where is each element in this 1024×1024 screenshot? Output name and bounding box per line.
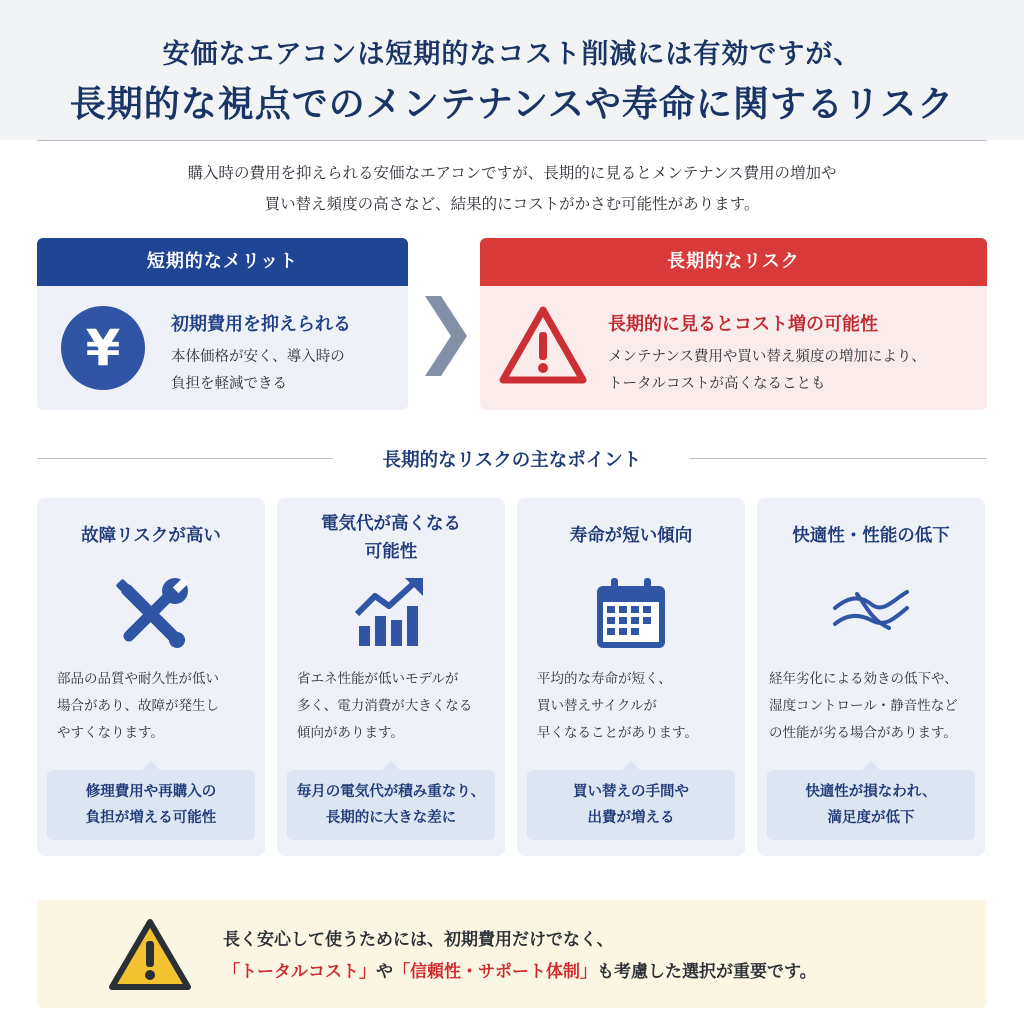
airflow-icon (831, 574, 911, 654)
title-divider (37, 140, 987, 141)
card-consequence-line: 負担が増える可能性 (85, 810, 217, 826)
card-consequence (527, 770, 735, 840)
card-body-line: 部品の品質や耐久性が低い (57, 671, 219, 687)
short-term-body-line1: 本体価格が安く、導入時の (171, 349, 345, 365)
card-consequence-line: 長期的に大きな差に (325, 810, 457, 826)
card-consequence (287, 770, 495, 840)
card-consequence-line: 快適性が損なわれ、 (805, 784, 937, 800)
card-body-line: 平均的な寿命が短く、 (537, 671, 672, 687)
risk-card-electricity (277, 498, 505, 856)
section-title: 長期的なリスクの主なポイント (382, 450, 642, 471)
highlight-reliability: 「信頼性・サポート体制」 (393, 962, 597, 982)
advice-line1: 長く安心して使うためには、初期費用だけでなく、 (223, 930, 614, 950)
chart-up-icon (351, 574, 431, 654)
arrow-right-icon (425, 296, 467, 376)
card-body-line: やすくなります。 (57, 725, 164, 741)
advice-tail: も考慮した選択が重要です。 (597, 962, 817, 982)
card-body-line: の性能が劣る場合があります。 (769, 725, 957, 741)
card-title-line1: 故障リスクが高い (81, 526, 221, 546)
card-body (769, 666, 983, 747)
card-body-line: 早くなることがあります。 (537, 725, 698, 741)
card-body (537, 666, 737, 747)
warning-icon (498, 304, 588, 386)
card-title-line1: 快適性・性能の低下 (792, 526, 950, 546)
card-body-line: 湿度コントロール・静音性など (769, 698, 958, 714)
warning-icon (107, 917, 193, 993)
long-term-body-line2: トータルコストが高くなることも (608, 376, 826, 392)
long-term-header: 長期的なリスク (480, 238, 987, 286)
short-term-merit-box (37, 238, 408, 410)
card-title (37, 522, 265, 550)
card-body-line: 場合があり、故障が発生し (57, 698, 219, 714)
advice-text (223, 924, 817, 988)
card-consequence-line: 修理費用や再購入の (85, 784, 217, 800)
card-title-line2: 可能性 (364, 542, 418, 562)
long-term-body (608, 344, 978, 398)
card-body-line: 傾向があります。 (297, 725, 404, 741)
card-consequence-line: 毎月の電気代が積み重なり、 (296, 784, 486, 800)
card-consequence-line: 買い替えの手間や (573, 784, 689, 800)
card-body (57, 666, 257, 747)
card-title-line1: 電気代が高くなる (321, 514, 461, 534)
short-term-body-line2: 負担を軽減できる (171, 376, 287, 392)
card-consequence (767, 770, 975, 840)
short-term-header: 短期的なメリット (37, 238, 408, 286)
card-body-line: 省エネ性能が低いモデルが (297, 671, 459, 687)
card-title (277, 510, 505, 566)
risk-card-lifespan (517, 498, 745, 856)
long-term-body-line1: メンテナンス費用や買い替え頻度の増加により、 (608, 349, 926, 365)
card-title (757, 522, 985, 550)
advice-connector: や (376, 962, 393, 982)
advice-note (37, 900, 987, 1008)
card-consequence-line: 満足度が低下 (827, 810, 915, 826)
risk-card-breakdown (37, 498, 265, 856)
long-term-risk-box (480, 238, 987, 410)
highlight-total-cost: 「トータルコスト」 (223, 962, 376, 982)
card-consequence-line: 出費が増える (587, 810, 675, 826)
card-consequence (47, 770, 255, 840)
card-title-line1: 寿命が短い傾向 (569, 526, 693, 546)
intro-text (0, 158, 1024, 220)
long-term-title: 長期的に見るとコスト増の可能性 (608, 314, 878, 335)
intro-line2: 買い替え頻度の高さなど、結果的にコストがかさむ可能性があります。 (264, 195, 760, 213)
risk-card-comfort (757, 498, 985, 856)
short-term-title: 初期費用を抑えられる (171, 314, 351, 335)
advice-line2 (223, 956, 817, 988)
page-title-line1: 安価なエアコンは短期的なコスト削減には有効ですが、 (162, 39, 862, 70)
yen-icon: ¥ (61, 306, 145, 390)
card-body-line: 経年劣化による効きの低下や、 (769, 671, 958, 687)
intro-line1: 購入時の費用を抑えられる安価なエアコンですが、長期的に見るとメンテナンス費用の増加や (187, 164, 837, 182)
tools-icon (111, 574, 191, 654)
calendar-icon (591, 574, 671, 654)
card-body-line: 買い替えサイクルが (537, 698, 657, 714)
card-body-line: 多く、電力消費が大きくなる (297, 698, 473, 714)
short-term-body (171, 344, 396, 398)
card-body (297, 666, 497, 747)
card-title (517, 522, 745, 550)
page-title-line2: 長期的な視点でのメンテナンスや寿命に関するリスク (69, 84, 955, 125)
